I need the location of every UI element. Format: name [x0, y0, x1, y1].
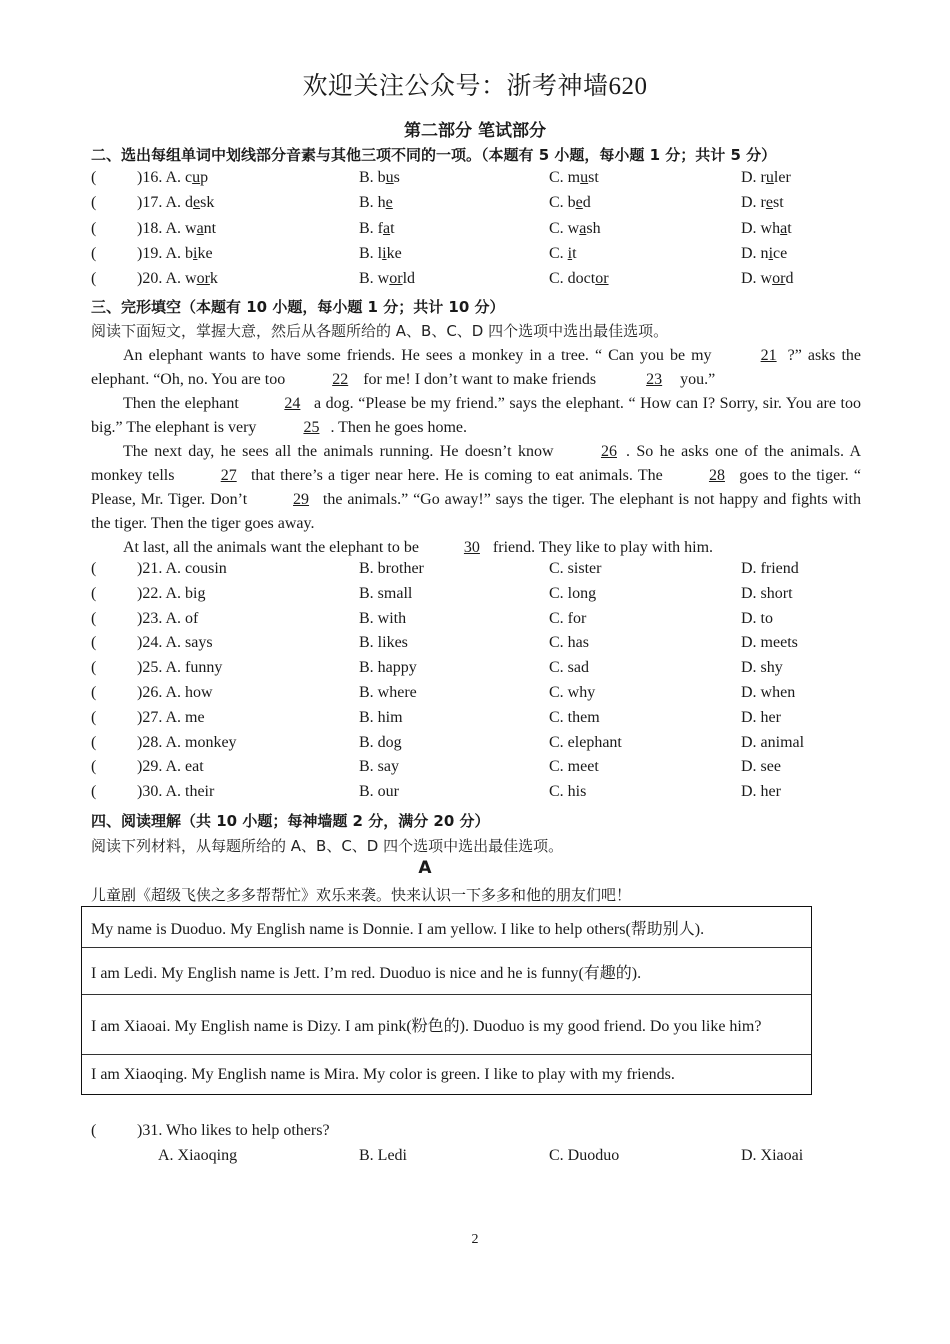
- option-d: D. nice: [741, 244, 788, 262]
- answer-paren[interactable]: (: [91, 560, 97, 577]
- option-b: B. Ledi: [359, 1147, 407, 1164]
- option-b: B. with: [359, 609, 407, 627]
- option-c: C. his: [549, 783, 587, 801]
- option-c: C. Duoduo: [549, 1147, 620, 1164]
- option-a: )30. A. their: [137, 783, 215, 801]
- option-c: C. them: [549, 708, 600, 726]
- option-b: B. say: [359, 758, 399, 776]
- option-b: B. dog: [359, 733, 402, 751]
- option-d: D. what: [741, 219, 792, 237]
- question-30: [91, 783, 871, 807]
- option-a: )17. A. desk: [137, 194, 215, 212]
- question-20: [91, 270, 871, 294]
- question-24: [91, 634, 871, 658]
- blank-27: 27: [220, 467, 237, 484]
- page-number: 2: [471, 1232, 479, 1247]
- option-c: C. bed: [549, 194, 591, 212]
- option-b: B. bus: [359, 169, 400, 186]
- option-a: )22. A. big: [137, 584, 206, 602]
- option-d: D. her: [741, 783, 781, 801]
- option-a: )25. A. funny: [137, 659, 223, 677]
- option-a: )18. A. want: [137, 219, 217, 237]
- question-26: [91, 684, 871, 708]
- option-c: C. sister: [549, 560, 602, 577]
- option-b: B. where: [359, 684, 417, 701]
- answer-paren[interactable]: (: [91, 270, 97, 288]
- character-table: [81, 906, 812, 1095]
- blank-25: 25: [303, 419, 320, 436]
- question-16: [91, 169, 871, 193]
- option-a: )19. A. bike: [137, 244, 213, 262]
- option-c: C. meet: [549, 758, 599, 776]
- blank-28: 28: [708, 467, 725, 484]
- answer-paren[interactable]: (: [91, 219, 97, 237]
- answer-paren[interactable]: (: [91, 783, 97, 801]
- question-31-options: [91, 1147, 871, 1171]
- question-19: [91, 245, 871, 269]
- option-d: D. ruler: [741, 169, 791, 186]
- option-d: D. shy: [741, 659, 783, 677]
- option-d: D. friend: [741, 560, 799, 577]
- blank-30: 30: [463, 539, 480, 556]
- question-21: [91, 560, 871, 584]
- question-text: )31. Who likes to help others?: [137, 1122, 330, 1139]
- question-31: [91, 1122, 871, 1146]
- option-b: B. our: [359, 783, 399, 801]
- option-d: D. word: [741, 270, 794, 288]
- option-d: D. when: [741, 684, 796, 701]
- option-b: B. happy: [359, 659, 417, 677]
- answer-paren[interactable]: (: [91, 609, 97, 627]
- option-b: B. he: [359, 194, 393, 212]
- option-d: D. to: [741, 609, 773, 627]
- answer-paren[interactable]: (: [91, 584, 97, 602]
- answer-paren[interactable]: (: [91, 634, 97, 652]
- answer-paren[interactable]: (: [91, 733, 97, 751]
- question-22: [91, 585, 871, 609]
- blank-22: 22: [332, 371, 349, 388]
- passage-a-intro: 儿童剧《超级飞侠之多多帮帮忙》欢乐来袭。快来认识一下多多和他的朋友们吧！: [91, 886, 632, 904]
- option-d: D. Xiaoai: [741, 1147, 804, 1164]
- answer-paren[interactable]: (: [91, 1122, 97, 1139]
- section3-title: 三、完形填空（本题有 10 小题，每小题 1 分；共计 10 分）: [91, 298, 505, 316]
- option-a: )20. A. work: [137, 270, 218, 288]
- option-c: C. wash: [549, 219, 601, 237]
- blank-23: 23: [646, 371, 663, 388]
- option-d: D. rest: [741, 194, 784, 212]
- answer-paren[interactable]: (: [91, 684, 97, 701]
- answer-paren[interactable]: (: [91, 169, 97, 186]
- passage-paragraph: Then the elephant 24 a dog. “Please be my friend.” says the elephant. “ How can I? Sorry, sir. You are too big.” The elephant is very 25 . Then he goes home.: [91, 392, 861, 440]
- option-a: )28. A. monkey: [137, 733, 237, 751]
- blank-29: 29: [293, 491, 310, 508]
- option-c: C. doctor: [549, 270, 609, 288]
- option-c: C. sad: [549, 659, 589, 677]
- option-d: D. her: [741, 708, 781, 726]
- question-27: [91, 709, 871, 733]
- option-c: C. elephant: [549, 733, 622, 751]
- answer-paren[interactable]: (: [91, 244, 97, 262]
- option-b: B. world: [359, 270, 416, 288]
- option-b: B. likes: [359, 634, 408, 652]
- option-a: )16. A. cup: [137, 169, 209, 186]
- option-b: B. brother: [359, 560, 424, 577]
- option-b: B. small: [359, 584, 413, 602]
- option-a: )27. A. me: [137, 708, 205, 726]
- option-b: B. like: [359, 244, 402, 262]
- option-c: C. must: [549, 169, 599, 186]
- option-a: )21. A. cousin: [137, 560, 227, 577]
- option-b: B. fat: [359, 219, 395, 237]
- option-d: D. short: [741, 584, 793, 602]
- answer-paren[interactable]: (: [91, 194, 97, 212]
- option-c: C. why: [549, 684, 596, 701]
- answer-paren[interactable]: (: [91, 758, 97, 776]
- section2-title: 二、选出每组单词中划线部分音素与其他三项不同的一项。（本题有 5 小题，每小题 1 分；共计 5 分）: [91, 146, 777, 164]
- section4-title: 四、阅读理解（共 10 小题；每神墙题 2 分，满分 20 分）: [91, 812, 490, 830]
- table-row: I am Ledi. My English name is Jett. I’m red. Duoduo is nice and he is funny(有趣的).: [82, 947, 811, 994]
- answer-paren[interactable]: (: [91, 708, 97, 726]
- passage-paragraph: An elephant wants to have some friends. He sees a monkey in a tree. “ Can you be my 21 ?” asks the elephant. “Oh, no. You are too 22 for me! I don’t want to make friends 23 you.”: [91, 344, 861, 392]
- option-c: C. it: [549, 244, 577, 262]
- question-18: [91, 220, 871, 244]
- table-row: My name is Duoduo. My English name is Donnie. I am yellow. I like to help others(帮助别人).: [91, 920, 705, 938]
- option-d: D. animal: [741, 733, 805, 751]
- question-28: [91, 734, 871, 758]
- part-title: 第二部分 笔试部分: [404, 121, 546, 141]
- question-17: [91, 194, 871, 218]
- option-a: A. Xiaoqing: [158, 1147, 238, 1164]
- question-23: [91, 610, 871, 634]
- section3-instruction: 阅读下面短文，掌握大意，然后从各题所给的 A、B、C、D 四个选项中选出最佳选项。: [91, 322, 669, 340]
- option-a: )23. A. of: [137, 609, 199, 627]
- option-a: )24. A. says: [137, 634, 213, 652]
- option-d: D. see: [741, 758, 781, 776]
- blank-26: 26: [600, 443, 617, 460]
- passage-paragraph: The next day, he sees all the animals running. He doesn’t know 26 . So he asks one of the animals. A monkey tells 27 that there’s a tiger near here. He is coming to eat animals. The 28 goes to the tiger. “ Please, Mr. Tiger. Don’t 29 the animals.” “Go away!” says the tiger. The elephant is not happy and fights with the tiger. Then the tiger goes away.: [91, 440, 861, 536]
- option-c: C. for: [549, 609, 587, 627]
- cloze-passage: [91, 344, 861, 560]
- option-d: D. meets: [741, 634, 798, 652]
- option-c: C. has: [549, 634, 589, 652]
- answer-paren[interactable]: (: [91, 659, 97, 677]
- passage-a-heading: A: [418, 858, 432, 878]
- passage-paragraph: At last, all the animals want the elephant to be 30 friend. They like to play with him.: [91, 536, 861, 560]
- option-a: )26. A. how: [137, 684, 213, 701]
- option-b: B. him: [359, 708, 403, 726]
- question-29: [91, 758, 871, 782]
- page-header: 欢迎关注公众号：浙考神墙620: [302, 73, 648, 100]
- option-c: C. long: [549, 584, 597, 602]
- blank-21: 21: [760, 347, 777, 364]
- option-a: )29. A. eat: [137, 758, 204, 776]
- table-row: I am Xiaoai. My English name is Dizy. I am pink(粉色的). Duoduo is my good friend. Do you like him?: [82, 994, 811, 1054]
- table-row: I am Xiaoqing. My English name is Mira. My color is green. I like to play with my friends.: [82, 1054, 811, 1094]
- question-25: [91, 659, 871, 683]
- section4-instruction: 阅读下列材料，从每题所给的 A、B、C、D 四个选项中选出最佳选项。: [91, 837, 564, 855]
- blank-24: 24: [284, 395, 301, 412]
